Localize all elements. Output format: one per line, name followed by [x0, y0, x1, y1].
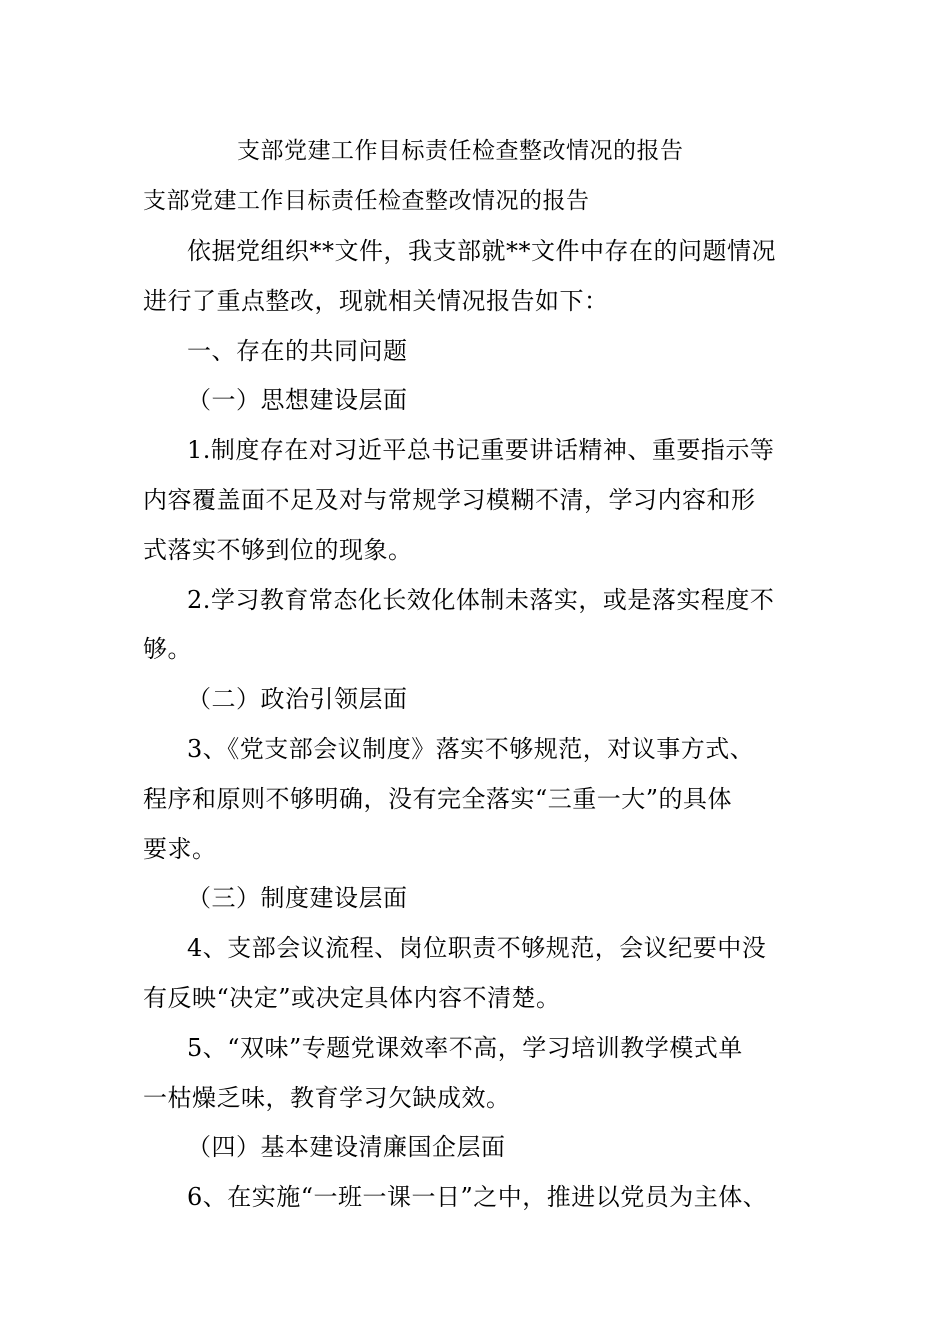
item-2-line-1: 2.学习教育常态化长效化体制未落实，或是落实程度不 [187, 586, 775, 614]
subsection-heading-4: （四）基本建设清廉国企层面 [187, 1133, 506, 1161]
subsection-heading-2: （二）政治引领层面 [187, 685, 408, 713]
item-3-line-1: 3、《党支部会议制度》落实不够规范，对议事方式、 [187, 735, 755, 763]
item-5-line-2: 一枯燥乏味，教育学习欠缺成效。 [143, 1084, 511, 1112]
item-2-line-2: 够。 [143, 635, 192, 663]
item-3-line-2: 程序和原则不够明确，没有完全落实“三重一大”的具体 [143, 785, 733, 813]
section-heading-1: 一、存在的共同问题 [187, 337, 408, 365]
item-5-line-1: 5、“双味”专题党课效率不高，学习培训教学模式单 [187, 1034, 743, 1062]
item-1-line-1: 1.制度存在对习近平总书记重要讲话精神、重要指示等 [187, 436, 775, 464]
item-1-line-2: 内容覆盖面不足及对与常规学习模糊不清，学习内容和形 [143, 486, 756, 514]
subsection-heading-3: （三）制度建设层面 [187, 884, 408, 912]
item-4-line-2: 有反映“决定”或决定具体内容不清楚。 [143, 984, 561, 1012]
document-title: 支部党建工作目标责任检查整改情况的报告 [237, 138, 684, 164]
document-subtitle: 支部党建工作目标责任检查整改情况的报告 [143, 188, 590, 214]
intro-line-1: 依据党组织**文件，我支部就**文件中存在的问题情况 [187, 237, 776, 265]
intro-line-2: 进行了重点整改，现就相关情况报告如下： [143, 287, 609, 315]
item-6-line-1: 6、在实施“一班一课一日”之中，推进以党员为主体、 [187, 1183, 768, 1211]
item-4-line-1: 4、支部会议流程、岗位职责不够规范，会议纪要中没 [187, 934, 767, 962]
subsection-heading-1: （一）思想建设层面 [187, 386, 408, 414]
item-3-line-3: 要求。 [143, 835, 217, 863]
item-1-line-3: 式落实不够到位的现象。 [143, 536, 413, 564]
